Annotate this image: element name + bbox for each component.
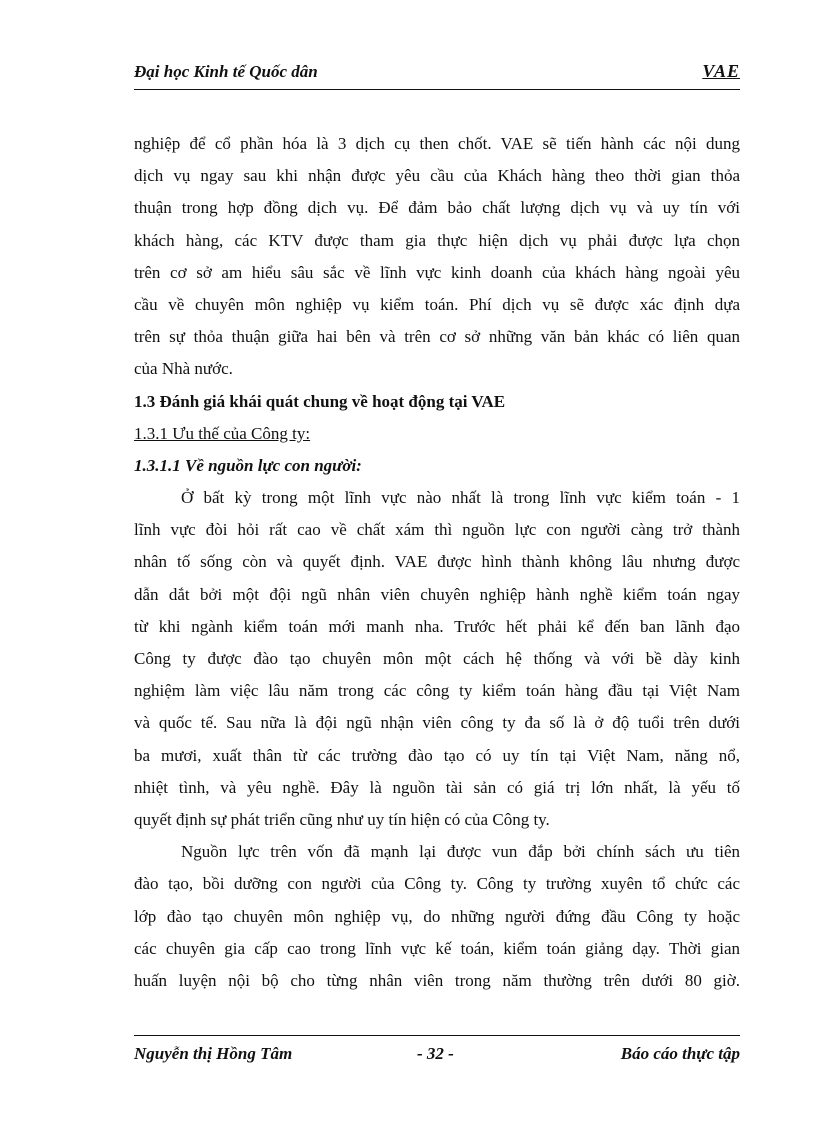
body-line: nghiệp để cổ phần hóa là 3 dịch cụ then chốt. VAE sẽ tiến hành các nội dung	[134, 134, 740, 153]
header-university: Đại học Kinh tế Quốc dân	[134, 62, 318, 81]
page-header	[134, 62, 740, 88]
header-rule	[134, 89, 740, 90]
body-line: khách hàng, các KTV được tham gia thực hiện dịch vụ phải được lựa chọn	[134, 230, 740, 250]
page-body	[134, 128, 740, 997]
body-line: trên cơ sở am hiểu sâu sắc về lĩnh vực kinh doanh của khách hàng ngoài yêu	[134, 262, 740, 282]
body-line: huấn luyện nội bộ cho từng nhân viên trong năm thường trên dưới 80 giờ.	[134, 970, 740, 990]
body-line: quyết định sự phát triển cũng như uy tín hiện có của Công ty.	[134, 809, 550, 829]
section-heading-1-3-1: 1.3.1 Ưu thế của Công ty:	[134, 423, 311, 443]
body-line: đào tạo, bồi dưỡng con người của Công ty. Công ty trường xuyên tổ chức các	[134, 874, 740, 894]
body-line: lĩnh vực đòi hỏi rất cao về chất xám thì nguồn lực con người càng trở thành	[134, 520, 740, 540]
body-line: Công ty được đào tạo chuyên môn một cách hệ thống và với bề dày kinh	[134, 649, 740, 668]
body-line: Nguồn lực trên vốn đã mạnh lại được vun đắp bởi chính sách ưu tiên	[181, 842, 740, 862]
section-heading-1-3-1-1: 1.3.1.1 Về nguồn lực con người:	[134, 455, 362, 475]
body-line: nhân tố sống còn và quyết định. VAE được hình thành không lâu nhưng được	[134, 552, 740, 572]
body-line: thuận trong hợp đồng dịch vụ. Để đảm bảo chất lượng dịch vụ và uy tín với	[134, 198, 740, 218]
body-line: nghiệm làm việc lâu năm trong các công ty kiểm toán hàng đầu tại Việt Nam	[134, 681, 740, 701]
footer-author: Nguyễn thị Hồng Tâm	[134, 1044, 293, 1063]
body-line: từ khi ngành kiểm toán mới manh nha. Trước hết phải kể đến ban lãnh đạo	[134, 616, 740, 636]
body-line: và quốc tế. Sau nữa là đội ngũ nhận viên công ty đa số là ở độ tuổi trên dưới	[134, 713, 740, 733]
page-footer	[134, 1044, 740, 1072]
body-line: của Nhà nước.	[134, 359, 233, 379]
footer-rule	[134, 1035, 740, 1036]
body-line: lớp đào tạo chuyên môn nghiệp vụ, do những người đứng đầu Công ty hoặc	[134, 906, 740, 926]
body-line: nhiệt tình, và yêu nghề. Đây là nguồn tài sản có giá trị lớn nhất, là yếu tố	[134, 777, 740, 797]
footer-report-type: Báo cáo thực tập	[620, 1044, 740, 1063]
header-logo-text: VAE	[702, 61, 740, 81]
body-line: cầu về chuyên môn nghiệp vụ kiểm toán. Phí dịch vụ sẽ được xác định dựa	[134, 294, 740, 314]
body-line: trên sự thỏa thuận giữa hai bên và trên cơ sở những văn bản khác có liên quan	[134, 327, 740, 347]
body-line: Ở bất kỳ trong một lĩnh vực nào nhất là trong lĩnh vực kiểm toán - 1	[181, 488, 740, 508]
body-line: dịch vụ ngay sau khi nhận được yêu cầu của Khách hàng theo thời gian thỏa	[134, 166, 740, 186]
body-line: dẫn dắt bởi một đội ngũ nhân viên chuyên nghiệp hành nghề kiểm toán ngay	[134, 584, 740, 604]
footer-page-number: - 32 -	[417, 1044, 454, 1063]
section-heading-1-3: 1.3 Đánh giá khái quát chung về hoạt động tại VAE	[134, 391, 506, 411]
body-line: ba mươi, xuất thân từ các trường đào tạo có uy tín tại Việt Nam, năng nổ,	[134, 745, 740, 765]
body-line: các chuyên gia cấp cao trong lĩnh vực kế toán, kiểm toán giảng dạy. Thời gian	[134, 938, 740, 958]
